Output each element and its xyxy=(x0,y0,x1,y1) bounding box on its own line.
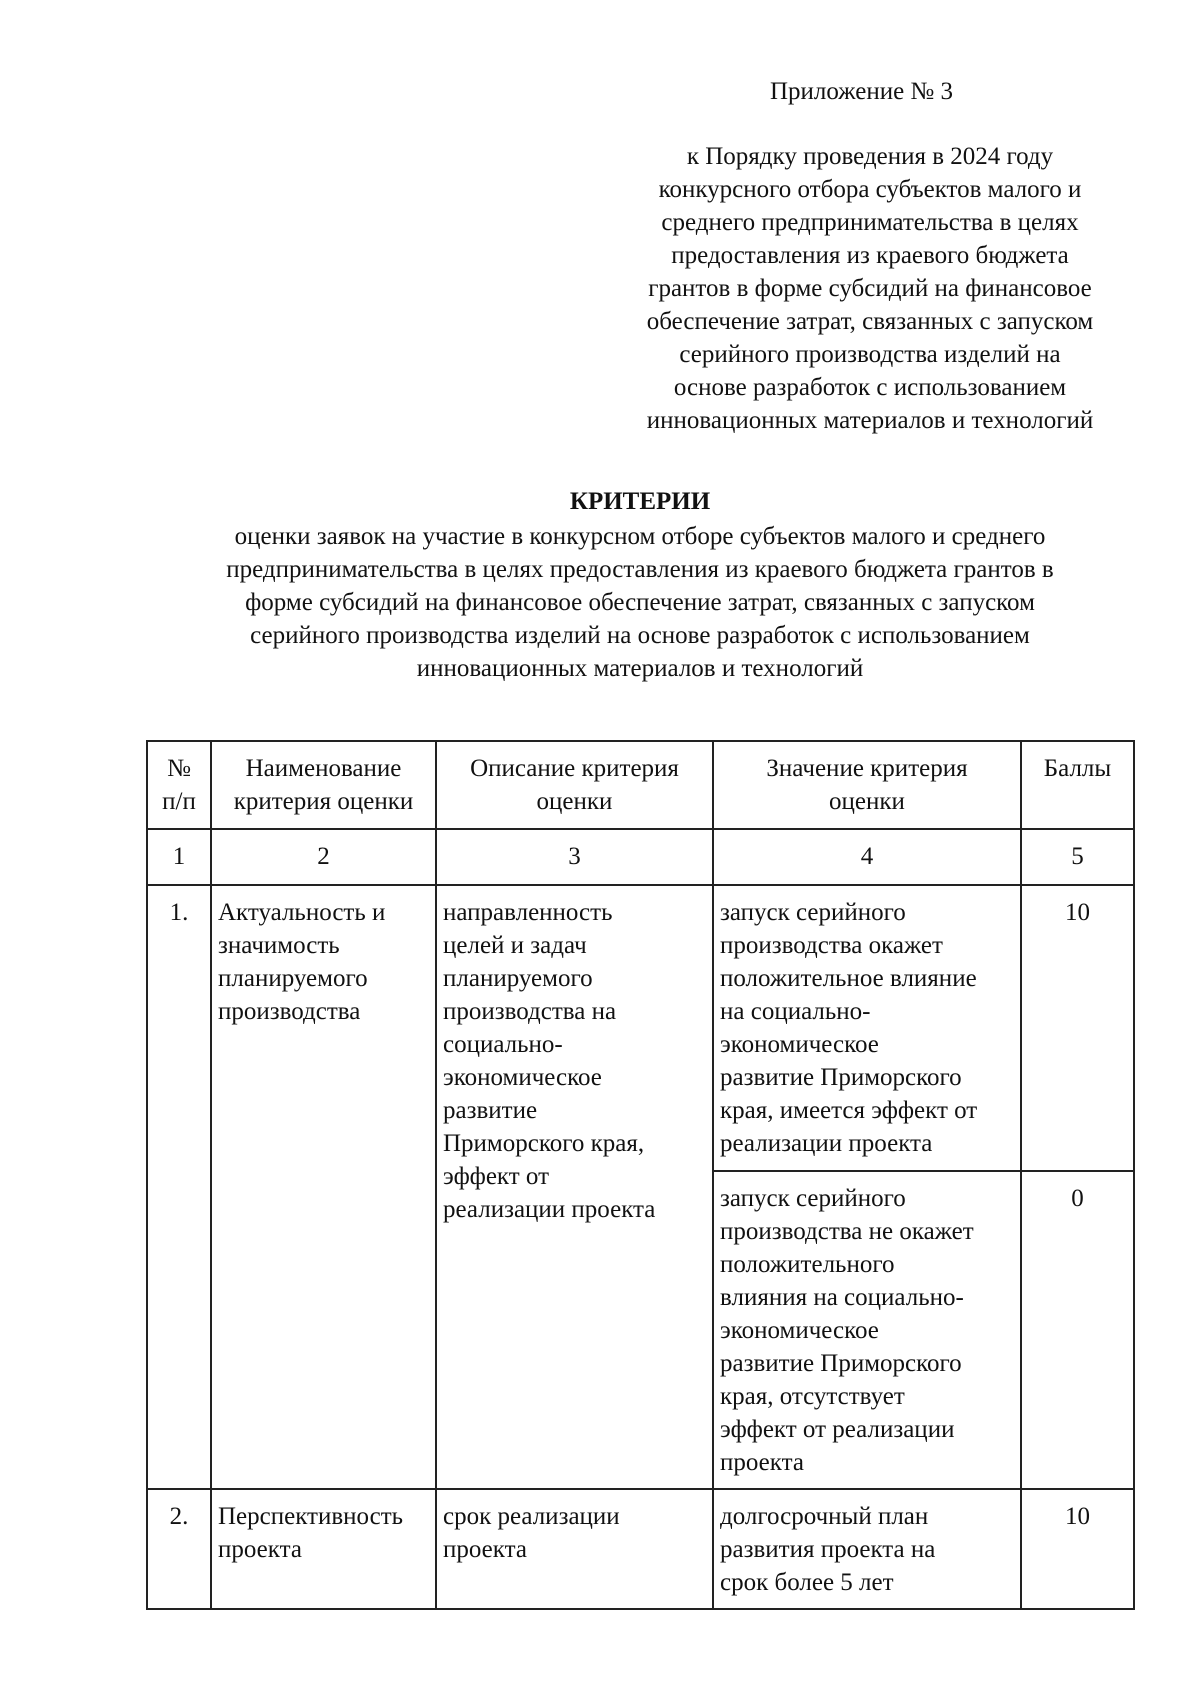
column-number-cell: 1 xyxy=(147,829,211,885)
criterion-value-cell: долгосрочный план развития проекта на срок более 5 лет xyxy=(713,1489,1021,1609)
column-number-cell: 4 xyxy=(713,829,1021,885)
column-number-row xyxy=(147,829,1134,885)
column-number-cell: 2 xyxy=(211,829,436,885)
appendix-reference-line: к Порядку проведения в 2024 году xyxy=(686,143,1054,170)
header-cell-description: Описание критерия оценки xyxy=(436,741,713,829)
appendix-reference xyxy=(600,140,1140,437)
header-cell-number: № п/п xyxy=(147,741,211,829)
criterion-description-cell: срок реализации проекта xyxy=(436,1489,713,1609)
points-cell: 10 xyxy=(1021,885,1134,1171)
criterion-name-cell: Актуальность и значимость планируемого производства xyxy=(211,885,436,1489)
criteria-table xyxy=(146,740,1135,1610)
document-title: КРИТЕРИИ xyxy=(569,488,711,515)
appendix-reference-line: среднего предпринимательства в целях xyxy=(661,209,1079,236)
appendix-title: Приложение № 3 xyxy=(770,78,954,105)
appendix-reference-line: обеспечение затрат, связанных с запуском xyxy=(646,308,1094,335)
table-row xyxy=(147,1489,1134,1609)
document-subtitle-line: форме субсидий на финансовое обеспечение затрат, связанных с запуском xyxy=(245,589,1035,616)
appendix-reference-line: грантов в форме субсидий на финансовое xyxy=(648,275,1092,302)
document-subtitle-line: серийного производства изделий на основе разработок с использованием xyxy=(250,622,1030,649)
appendix-reference-line: конкурсного отбора субъектов малого и xyxy=(658,176,1082,203)
criterion-name-cell: Перспективность проекта xyxy=(211,1489,436,1609)
appendix-reference-line: серийного производства изделий на xyxy=(679,341,1061,368)
criterion-value-cell: запуск серийного производства окажет положительное влияние на социально- экономическое развитие Приморского края, имеется эффект от реализации проекта xyxy=(713,885,1021,1171)
appendix-reference-line: основе разработок с использованием xyxy=(673,374,1067,401)
table-row xyxy=(147,885,1134,1171)
points-cell: 0 xyxy=(1021,1171,1134,1489)
document-subtitle xyxy=(140,520,1140,685)
appendix-reference-line: инновационных материалов и технологий xyxy=(646,407,1094,434)
document-subtitle-line: предпринимательства в целях предоставления из краевого бюджета грантов в xyxy=(226,556,1054,583)
appendix-reference-line: предоставления из краевого бюджета xyxy=(671,242,1069,269)
header-cell-name: Наименование критерия оценки xyxy=(211,741,436,829)
row-number-cell: 2. xyxy=(147,1489,211,1609)
row-number-cell: 1. xyxy=(147,885,211,1489)
column-number-cell: 5 xyxy=(1021,829,1134,885)
document-subtitle-line: инновационных материалов и технологий xyxy=(416,655,864,682)
header-cell-points: Баллы xyxy=(1021,741,1134,829)
points-cell: 10 xyxy=(1021,1489,1134,1609)
header-cell-value: Значение критерия оценки xyxy=(713,741,1021,829)
criterion-value-cell: запуск серийного производства не окажет положительного влияния на социально- экономическое развитие Приморского края, отсутствует эффект от реализации проекта xyxy=(713,1171,1021,1489)
column-number-cell: 3 xyxy=(436,829,713,885)
table-header-row xyxy=(147,741,1134,829)
document-subtitle-line: оценки заявок на участие в конкурсном отборе субъектов малого и среднего xyxy=(234,523,1046,550)
criterion-description-cell: направленность целей и задач планируемого производства на социально- экономическое развитие Приморского края, эффект от реализации проекта xyxy=(436,885,713,1489)
